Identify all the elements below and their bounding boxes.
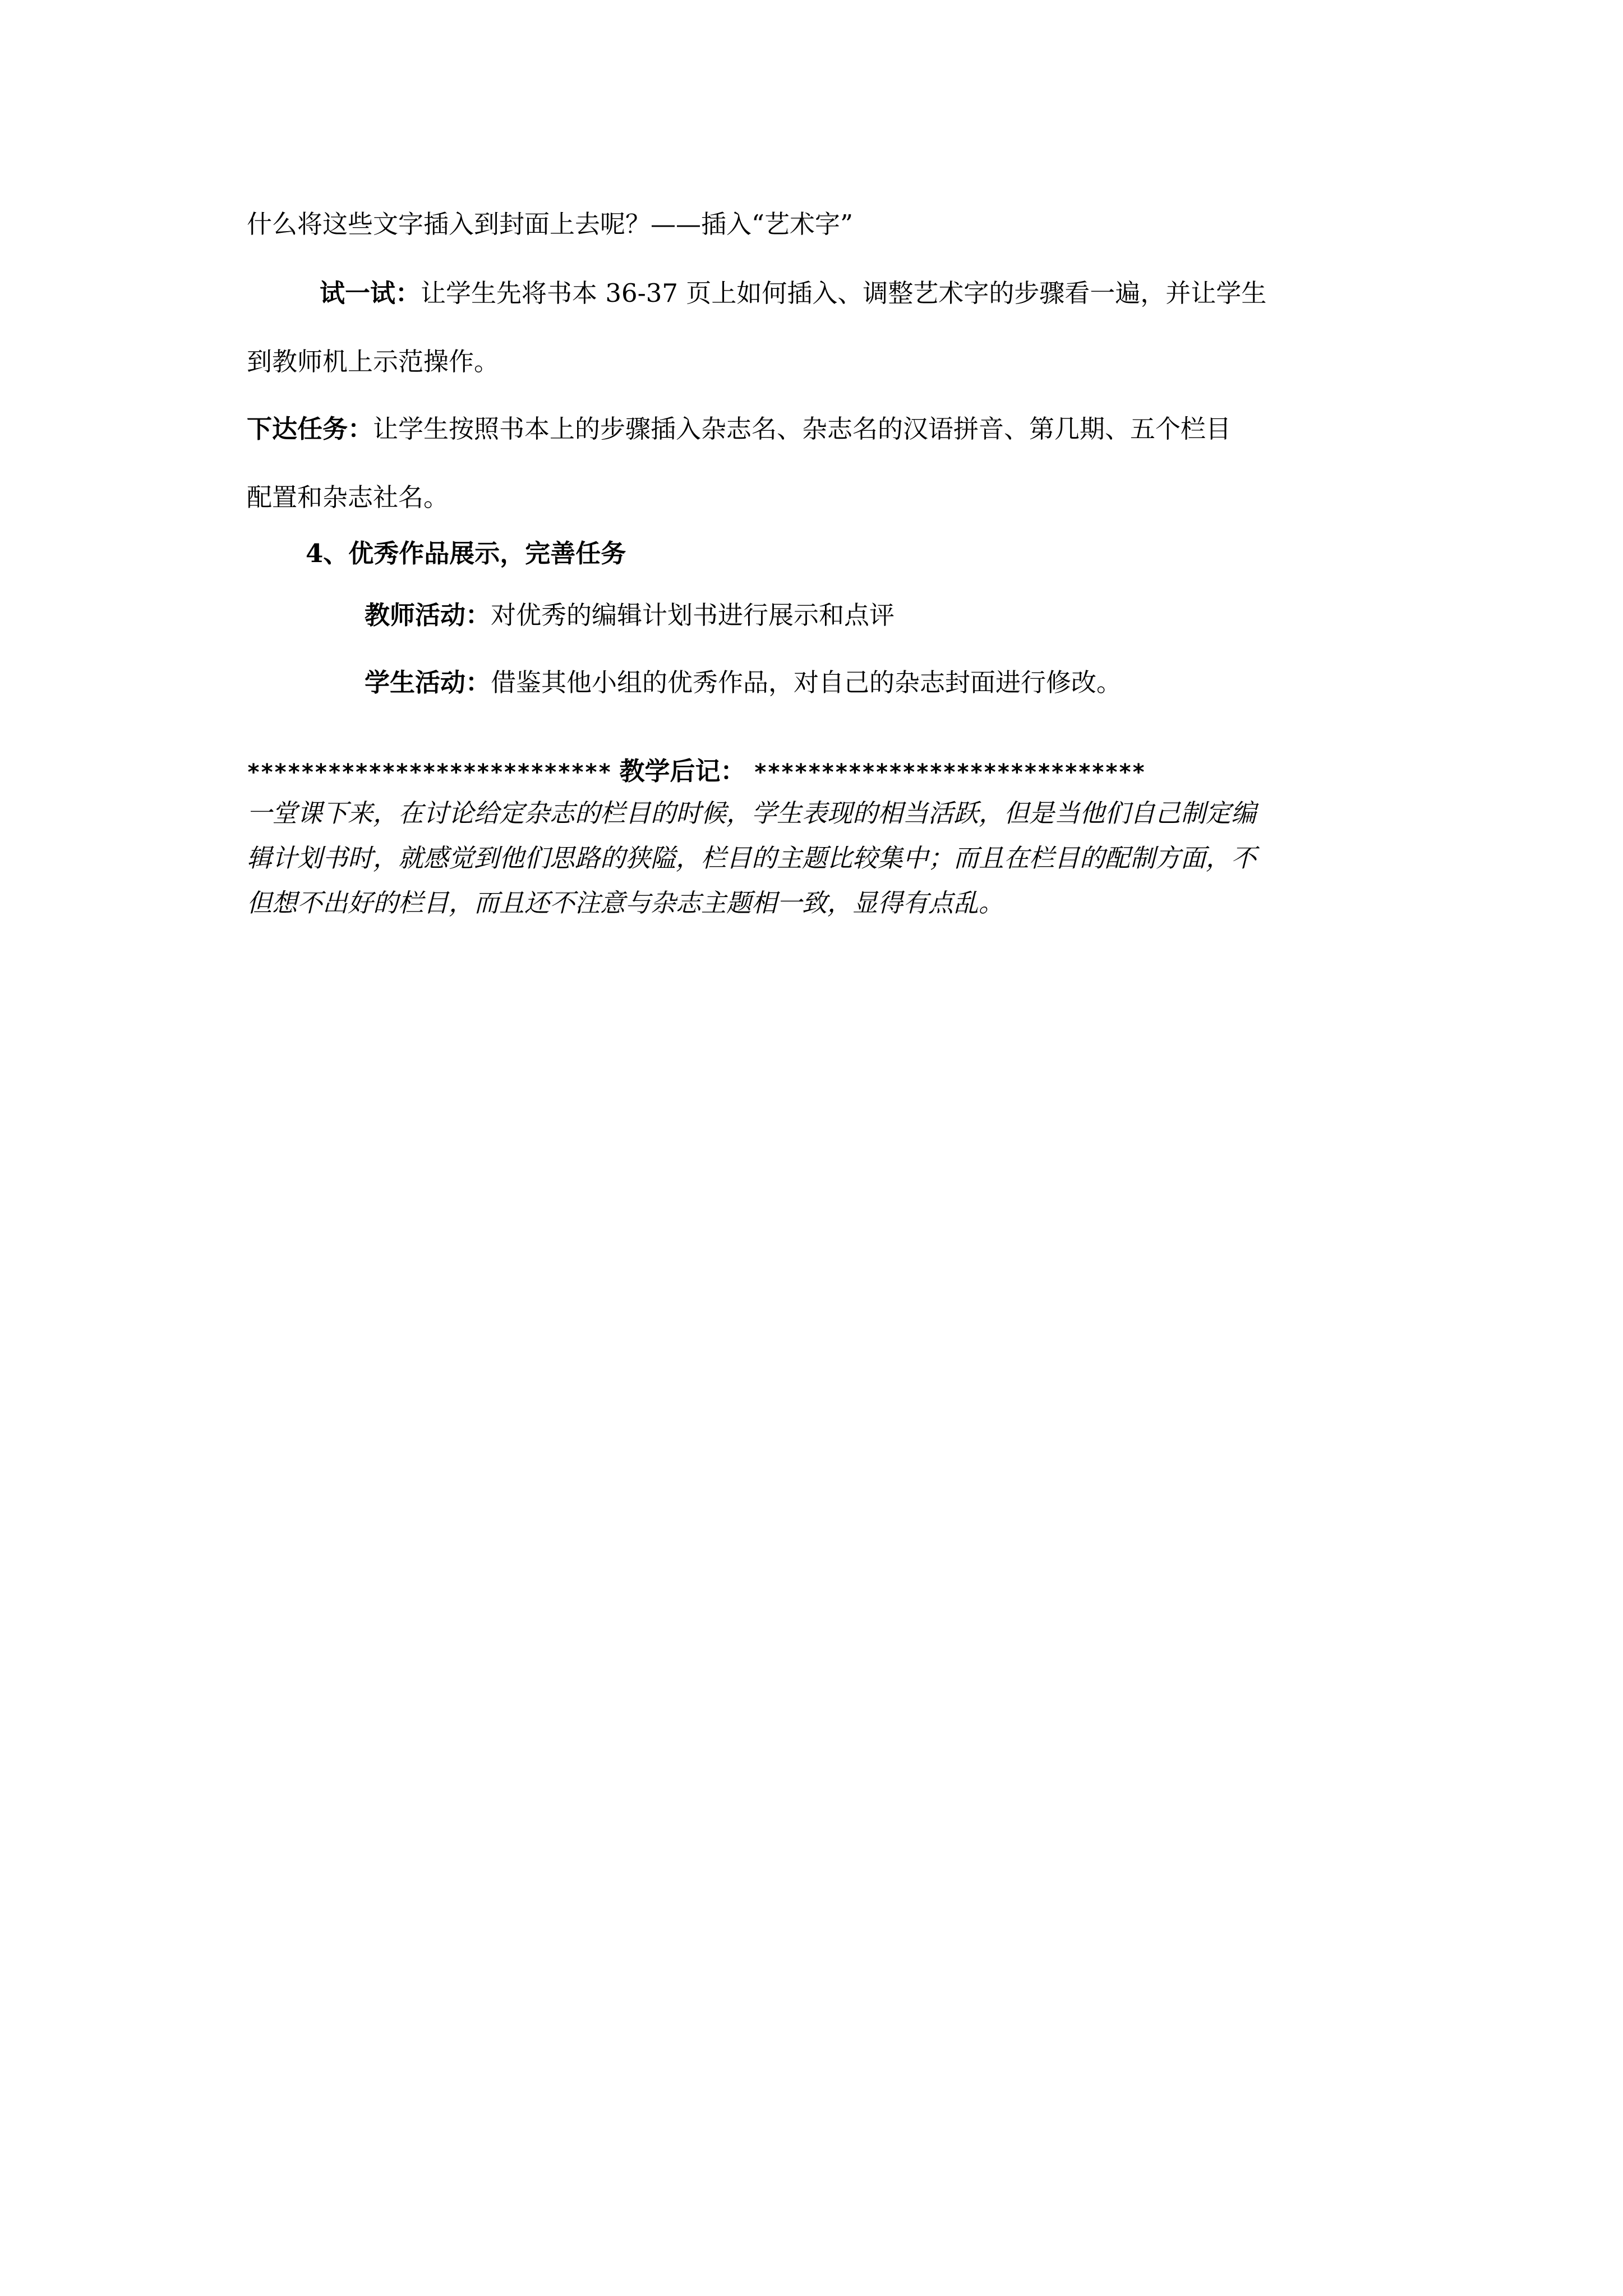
body-text: 什么将这些文字插入到封面上去呢？——插入“艺术字” [247,209,854,239]
paragraph-line [247,208,853,241]
teacher-activity-text: 对优秀的编辑计划书进行展示和点评 [491,600,895,630]
postscript-line [247,797,1256,830]
try-text-cont: 到教师机上示范操作。 [247,347,500,376]
section-heading [306,537,626,570]
section-4-heading: 4、优秀作品展示，完善任务 [306,539,626,568]
stars-left: *************************** [247,760,612,785]
postscript-header [247,754,1145,789]
task-paragraph [247,412,1231,446]
task-text: 让学生按照书本上的步骤插入杂志名、杂志名的汉语拼音、第几期、五个栏目 [373,414,1232,444]
postscript-title: 教学后记： [619,756,746,786]
try-label: 试一试： [320,278,421,308]
student-activity-label: 学生活动： [365,668,491,697]
student-activity [365,666,1122,700]
try-text: 让学生先将书本 36-37 页上如何插入、调整艺术字的步骤看一遍，并让学生 [421,278,1267,308]
postscript-line [247,886,1004,920]
try-paragraph-continued [247,345,499,379]
task-text-cont: 配置和杂志社名。 [247,482,449,512]
stars-right: ***************************** [753,760,1146,785]
task-paragraph-continued [247,481,449,514]
try-paragraph [320,277,1266,310]
postscript-text-3: 但想不出好的栏目，而且还不注意与杂志主题相一致，显得有点乱。 [247,888,1004,918]
postscript-line [247,841,1256,875]
postscript-text-1: 一堂课下来，在讨论给定杂志的栏目的时候，学生表现的相当活跃，但是当他们自己制定编 [247,798,1257,828]
teacher-activity [365,599,895,632]
teacher-activity-label: 教师活动： [365,600,491,630]
task-label: 下达任务： [247,414,374,444]
postscript-text-2: 辑计划书时，就感觉到他们思路的狭隘，栏目的主题比较集中；而且在栏目的配制方面，不 [247,843,1257,873]
student-activity-text: 借鉴其他小组的优秀作品，对自己的杂志封面进行修改。 [491,668,1122,697]
